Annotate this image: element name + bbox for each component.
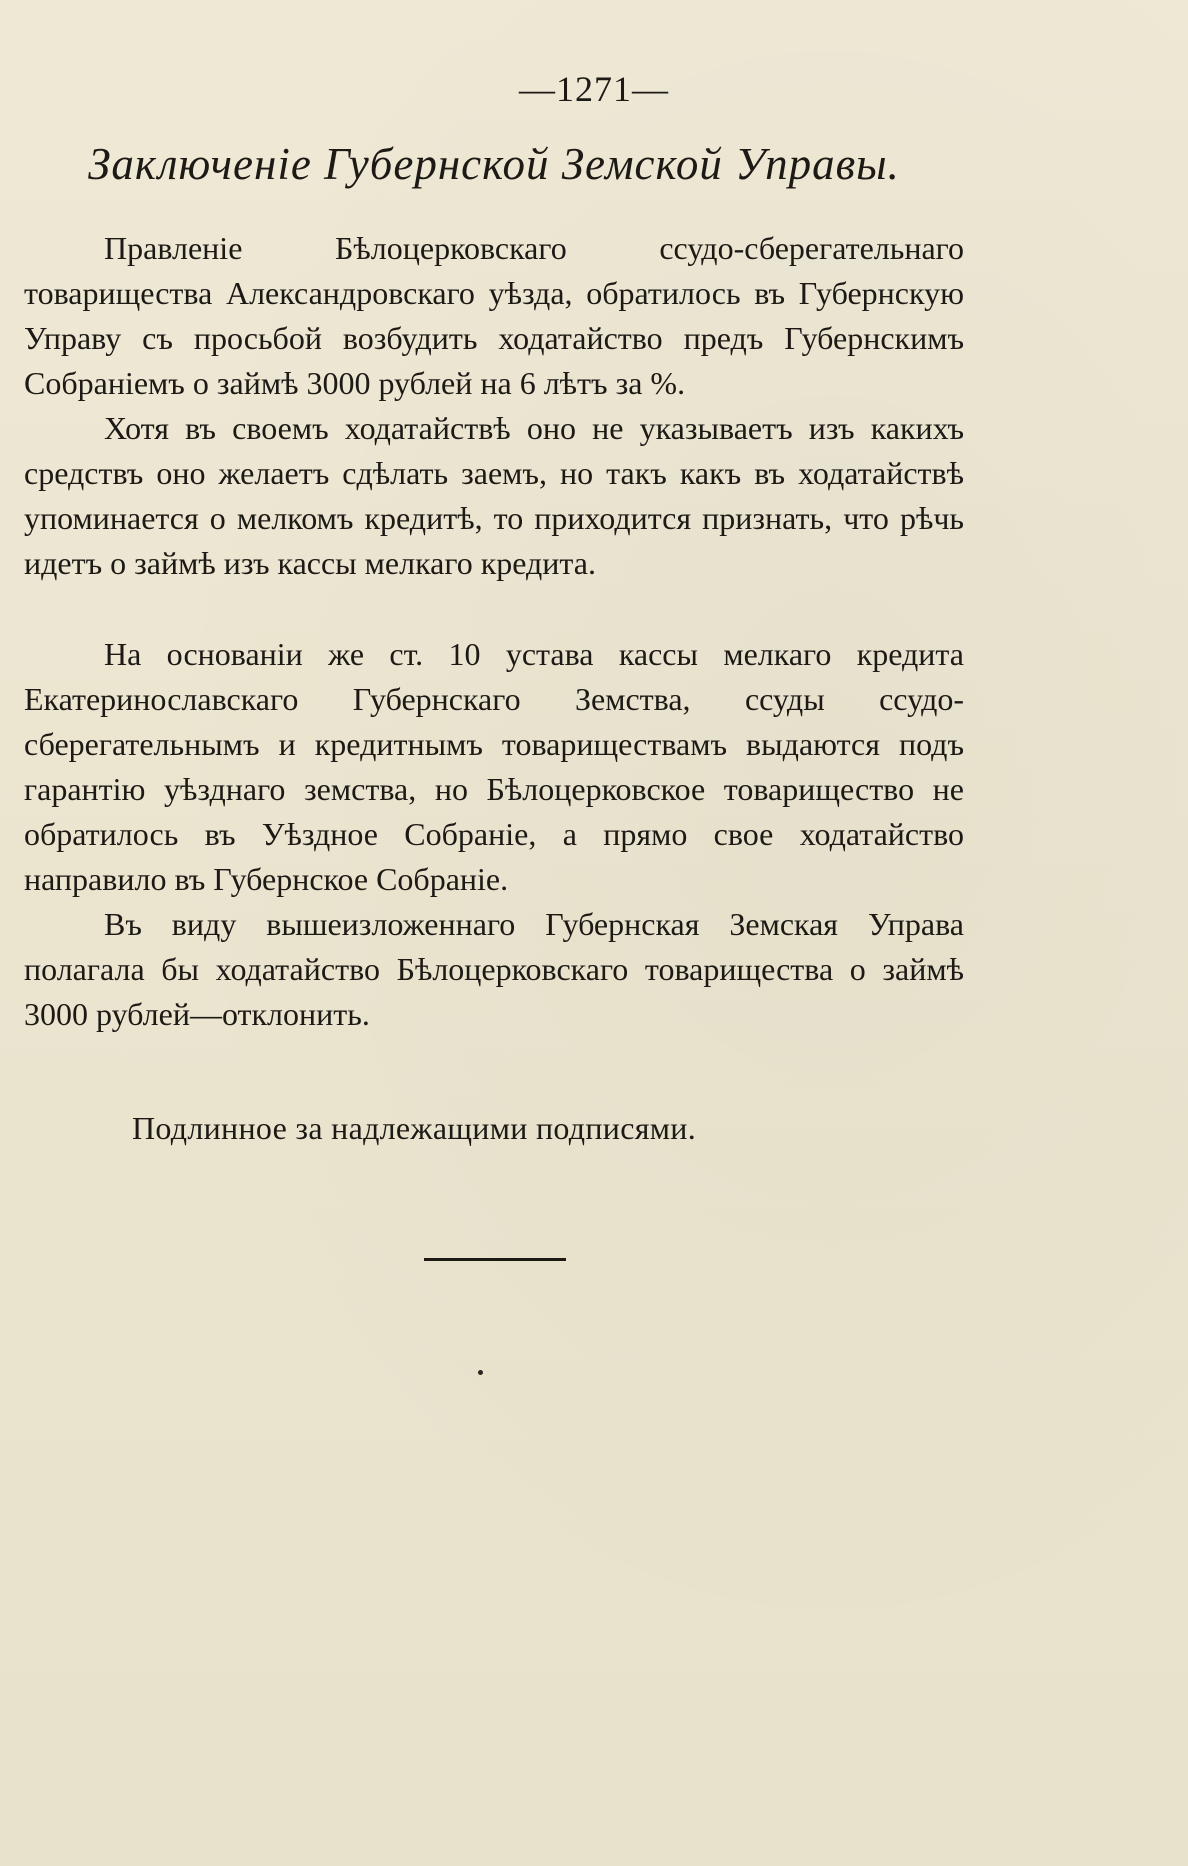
closing-rule [424,1258,566,1261]
paragraph-3-block [24,632,964,902]
page-number: —1271— [519,69,669,109]
paragraph-2-block [24,406,964,586]
section-heading: Заключеніе Губернской Земской Управы. [88,139,900,189]
paragraph-4-block [24,902,964,1037]
paragraph-3: На основаніи же ст. 10 устава кассы мелкаго кредита Екатеринославскаго Губернскаго Земства, ссуды ссудо-сберегательнымъ и кредитнымъ товариществамъ выдаются подъ гарантію уѣзднаго земства, но Бѣлоцерковское товарищество не обратилось въ Уѣздное Собраніе, а прямо свое ходатайство направило въ Губернское Собраніе. [24,636,964,897]
paragraph-4: Въ виду вышеизложеннаго Губернская Земская Управа полагала бы ходатайство Бѣлоцерковскаго товарищества о займѣ 3000 рублей—отклонить. [24,906,964,1032]
signature-note: Подлинное за надлежащими подписями. [132,1110,697,1146]
paper-speck [478,1370,483,1375]
paragraph-1-block [24,226,964,406]
paragraph-2: Хотя въ своемъ ходатайствѣ оно не указываетъ изъ какихъ средствъ оно желаетъ сдѣлать заемъ, но такъ какъ въ ходатайствѣ упоминается о мелкомъ кредитѣ, то приходится признать, что рѣчь идетъ о займѣ изъ кассы мелкаго кредита. [24,410,964,581]
paragraph-1: Правленіе Бѣлоцерковскаго ссудо-сберегательнаго товарищества Александровскаго уѣзда, обратилось въ Губернскую Управу съ просьбой возбудить ходатайство предъ Губернскимъ Собраніемъ о займѣ 3000 рублей на 6 лѣтъ за %. [24,230,964,401]
